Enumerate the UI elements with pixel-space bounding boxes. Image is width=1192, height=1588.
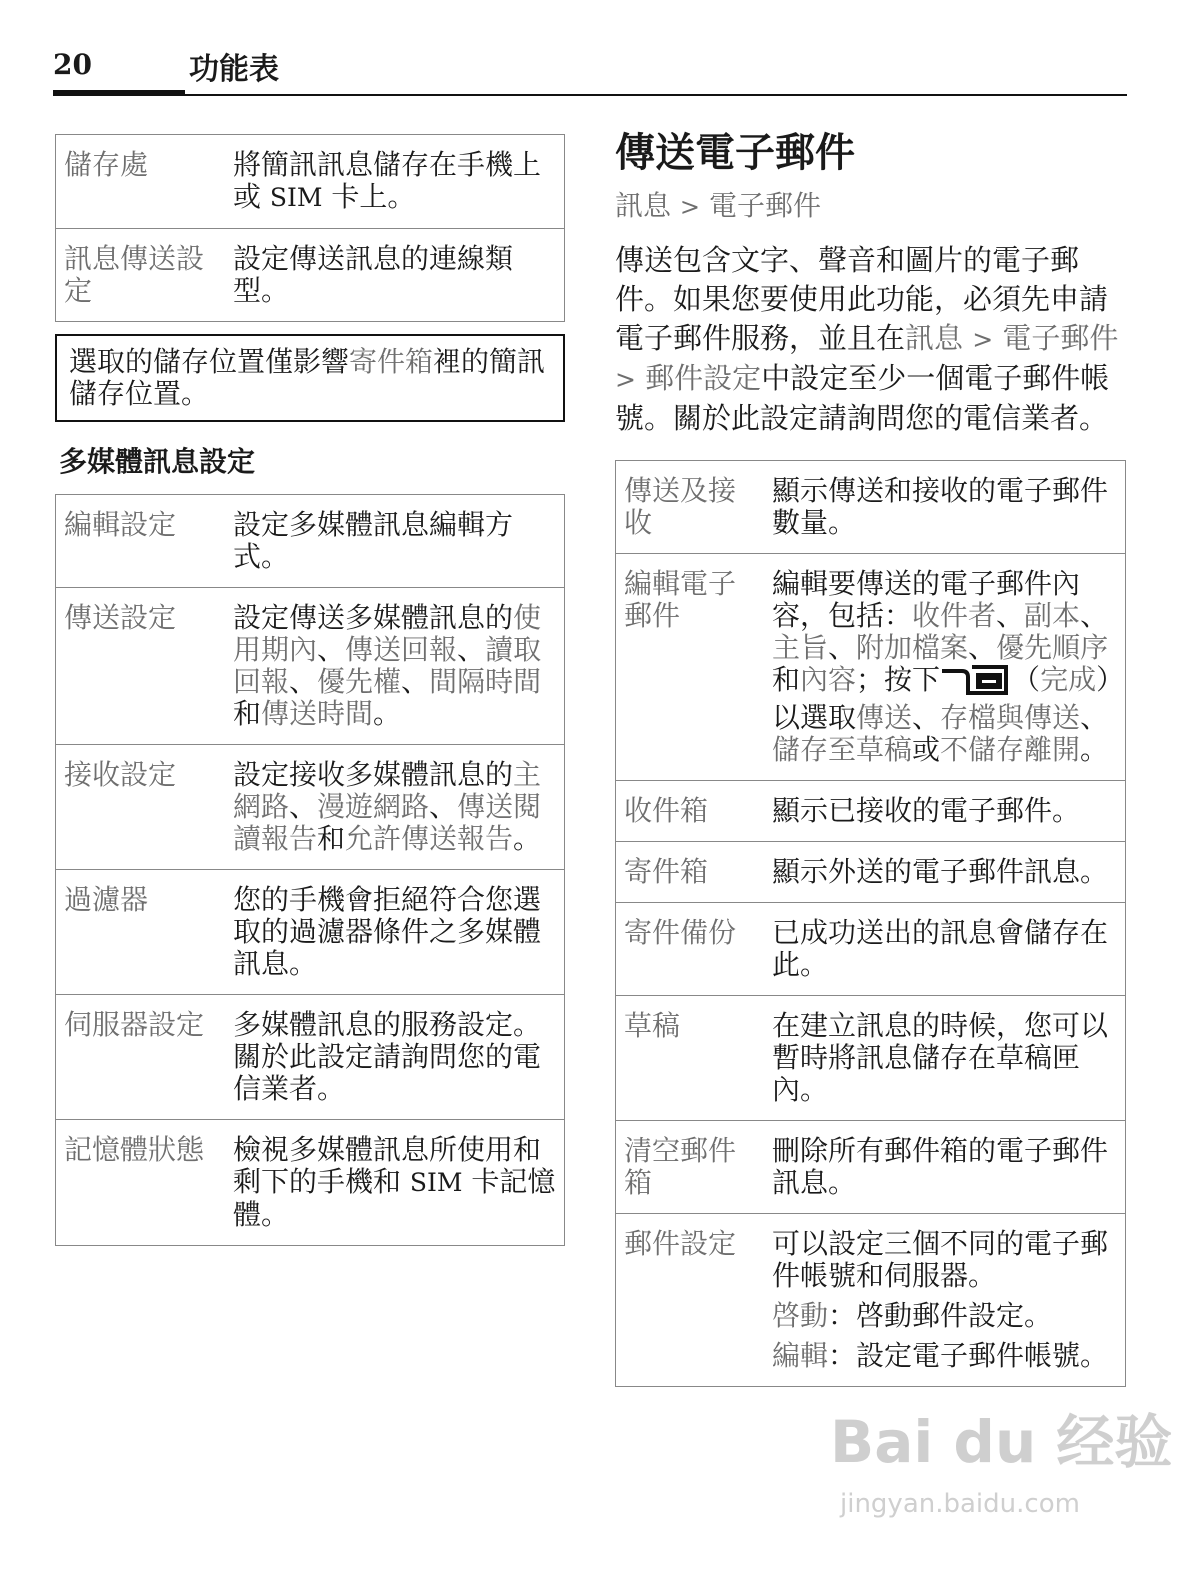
text-run: 、 [457, 633, 486, 666]
watermark-url: jingyan.baidu.com [840, 1489, 1080, 1519]
table-row [616, 996, 1126, 1121]
menu-item-name: 郵件設定 [616, 1214, 765, 1387]
path-separator: > [615, 365, 636, 394]
text-run: 設定傳送多媒體訊息的 [233, 601, 514, 634]
section-title: 功能表 [189, 52, 279, 87]
menu-item-description [764, 781, 1126, 842]
note-outbox-term: 寄件箱 [349, 345, 434, 378]
text-run: 和 [317, 822, 346, 855]
text-run: 編輯要傳送的電子郵件內容，包括： [772, 567, 1081, 632]
menu-item-name: 伺服器設定 [56, 995, 226, 1120]
table-row [56, 870, 565, 995]
menu-item-description [225, 1120, 565, 1246]
path-separator: > [972, 325, 994, 354]
menu-item-description [225, 135, 565, 229]
table-row [56, 229, 565, 322]
menu-item-name: 記憶體狀態 [56, 1120, 226, 1246]
text-run: 已成功送出的訊息會儲存在此。 [772, 916, 1109, 981]
menu-term: 間隔時間 [429, 665, 542, 698]
breadcrumb-email: 電子郵件 [708, 189, 821, 222]
text-run: 、 [317, 633, 346, 666]
menu-term: 傳送閱讀報告 [233, 790, 542, 855]
text-run: 您的手機會拒絕符合您選取的過濾器條件之多媒體訊息。 [233, 883, 542, 980]
table-row [616, 1121, 1126, 1214]
menu-item-name: 編輯設定 [56, 495, 226, 588]
table-row [56, 995, 565, 1120]
menu-term: 讀取回報 [233, 633, 542, 698]
email-section-title: 傳送電子郵件 [615, 130, 855, 176]
description-text [233, 884, 558, 980]
text-run: 、 [828, 631, 857, 664]
menu-item-description [225, 870, 565, 995]
text-run: 、 [401, 665, 430, 698]
menu-item-name: 草稿 [616, 996, 765, 1121]
menu-item-name: 傳送及接收 [616, 461, 765, 554]
menu-term: 主網路 [233, 758, 542, 823]
page-number: 20 [53, 48, 92, 81]
note-text-end: 裡的簡訊儲存位置。 [69, 345, 546, 410]
menu-term: 電子郵件 [1002, 321, 1119, 355]
text-run: 將簡訊訊息儲存在手機上或 [233, 148, 542, 213]
menu-item-name: 傳送設定 [56, 588, 226, 745]
description-text [772, 1228, 1123, 1292]
text-run: 、 [289, 790, 318, 823]
text-run: 和 [233, 697, 262, 730]
description-text [233, 602, 558, 730]
sub-option [772, 1340, 1123, 1372]
description-text [772, 1135, 1123, 1199]
menu-term: 允許傳送報告 [345, 822, 514, 855]
description-text [233, 243, 558, 307]
description-text [772, 795, 1123, 827]
text-run: 設定多媒體訊息編輯方式。 [233, 508, 514, 573]
menu-term: 不儲存離開 [940, 733, 1081, 766]
menu-term: 使用期內 [233, 601, 542, 666]
sub-option [772, 1300, 1123, 1332]
text-run [963, 321, 972, 355]
text-run: 、 [912, 701, 941, 734]
menu-term: 漫遊網路 [317, 790, 430, 823]
left-column [55, 134, 565, 1246]
sim-text: SIM [409, 1168, 463, 1197]
storage-note [55, 334, 565, 422]
text-run: 、 [968, 631, 997, 664]
menu-term: 優先順序 [996, 631, 1109, 664]
table-row [616, 461, 1126, 554]
watermark-graphic [830, 1400, 1173, 1540]
menu-item-description [764, 554, 1126, 781]
menu-item-description [764, 1214, 1126, 1387]
sim-text: SIM [269, 183, 323, 212]
menu-item-description [225, 588, 565, 745]
text-run: 。 [1080, 733, 1109, 766]
text-run: 。 [373, 697, 402, 730]
table-row [616, 1214, 1126, 1387]
text-run: 刪除所有郵件箱的電子郵件訊息。 [772, 1134, 1109, 1199]
text-run: 卡上。 [322, 180, 416, 213]
text-run: ：啓動郵件設定。 [828, 1299, 1053, 1332]
email-menu-table [615, 460, 1126, 1387]
text-run: 多媒體訊息的服務設定。關於此設定請詢問您的電信業者。 [233, 1008, 542, 1105]
menu-item-description [764, 996, 1126, 1121]
right-softkey-icon [940, 665, 1008, 702]
menu-term: 傳送時間 [261, 697, 374, 730]
description-text [233, 1134, 558, 1231]
table-row [616, 903, 1126, 996]
text-run: （ [1012, 663, 1041, 696]
text-run: 卡記憶體。 [233, 1165, 556, 1231]
menu-item-name: 清空郵件箱 [616, 1121, 765, 1214]
text-run: 、 [289, 665, 318, 698]
text-run: 顯示傳送和接收的電子郵件數量。 [772, 474, 1109, 539]
text-run: 。 [513, 822, 542, 855]
description-text [233, 509, 558, 573]
breadcrumb [615, 186, 1126, 227]
text-run: 檢視多媒體訊息所使用和剩下的手機和 [233, 1133, 542, 1198]
description-text [772, 917, 1123, 981]
text-run: 顯示外送的電子郵件訊息。 [772, 855, 1109, 888]
text-run: 和 [772, 663, 801, 696]
menu-term: 主旨 [772, 631, 829, 664]
page-header [53, 40, 1127, 98]
menu-item-name: 寄件備份 [616, 903, 765, 996]
breadcrumb-separator: > [679, 193, 701, 221]
mms-settings-heading: 多媒體訊息設定 [59, 445, 256, 478]
menu-item-name: 過濾器 [56, 870, 226, 995]
menu-item-description [764, 903, 1126, 996]
watermark-logo: Bai du 经验 [830, 1408, 1173, 1476]
baidu-watermark [830, 1400, 1173, 1540]
menu-term: 副本 [1024, 599, 1081, 632]
text-run: 設定傳送訊息的連線類型。 [233, 242, 514, 307]
description-text [772, 1010, 1123, 1106]
table-row [616, 781, 1126, 842]
text-run: 在建立訊息的時候，您可以暫時將訊息儲存在草稿匣內。 [772, 1009, 1109, 1106]
menu-item-description [225, 745, 565, 870]
menu-item-description [225, 229, 565, 322]
description-text [233, 149, 558, 214]
text-run: ；按下 [856, 663, 941, 696]
note-text: 選取的儲存位置僅影響 [69, 345, 350, 378]
menu-term: 存檔與傳送 [940, 701, 1081, 734]
table-row [616, 554, 1126, 781]
text-run: 可以設定三個不同的電子郵件帳號和伺服器。 [772, 1227, 1109, 1292]
menu-term: 收件者 [912, 599, 997, 632]
table-row [56, 495, 565, 588]
table-row [56, 1120, 565, 1246]
menu-term: 編輯 [772, 1339, 829, 1372]
description-text [772, 856, 1123, 888]
menu-item-description [764, 1121, 1126, 1214]
menu-item-name: 編輯電子郵件 [616, 554, 765, 781]
menu-term: 訊息 [905, 321, 964, 355]
menu-term: 啓動 [772, 1299, 829, 1332]
table-row [56, 745, 565, 870]
text-run [636, 361, 645, 395]
menu-item-description [764, 461, 1126, 554]
menu-item-name: 訊息傳送設定 [56, 229, 226, 322]
menu-item-name: 接收設定 [56, 745, 226, 870]
menu-term: 儲存至草稿 [772, 733, 913, 766]
menu-term: 傳送 [856, 701, 913, 734]
text-run: 、 [1080, 599, 1109, 632]
text-run: 、 [1080, 701, 1109, 734]
menu-item-name: 儲存處 [56, 135, 226, 229]
text-run: 顯示已接收的電子郵件。 [772, 794, 1081, 827]
menu-term: 附加檔案 [856, 631, 969, 664]
menu-item-description [225, 495, 565, 588]
description-text [772, 475, 1123, 539]
breadcrumb-messages: 訊息 [615, 189, 672, 222]
text-run: 中設定至少一個電子郵件帳號。關於此設定請詢問您的電信業者。 [615, 361, 1110, 435]
text-run: 、 [429, 790, 458, 823]
text-run: 傳送包含文字、聲音和圖片的電子郵件。如果您要使用此功能，必須先申請電子郵件服務，並且在 [615, 243, 1109, 355]
menu-item-description [225, 995, 565, 1120]
text-run: 、 [996, 599, 1025, 632]
menu-term: 內容 [800, 663, 857, 696]
sms-settings-table [55, 134, 565, 322]
description-text [772, 568, 1123, 766]
menu-term: 優先權 [317, 665, 402, 698]
menu-item-name: 收件箱 [616, 781, 765, 842]
mms-settings-table [55, 494, 565, 1246]
email-intro-paragraph [615, 241, 1126, 438]
menu-item-name: 寄件箱 [616, 842, 765, 903]
table-row [56, 588, 565, 745]
right-column [615, 128, 1126, 1387]
menu-term: 傳送回報 [345, 633, 458, 666]
header-rule [53, 94, 1127, 96]
menu-item-description [764, 842, 1126, 903]
table-row [56, 135, 565, 229]
text-run: ）以選取 [772, 663, 1111, 734]
menu-term: 完成 [1040, 663, 1097, 696]
table-row [616, 842, 1126, 903]
text-run: ：設定電子郵件帳號。 [828, 1339, 1109, 1372]
description-text [233, 1009, 558, 1105]
text-run: 設定接收多媒體訊息的 [233, 758, 514, 791]
menu-term: 郵件設定 [645, 361, 762, 395]
description-text [233, 759, 558, 855]
text-run: 或 [912, 733, 941, 766]
